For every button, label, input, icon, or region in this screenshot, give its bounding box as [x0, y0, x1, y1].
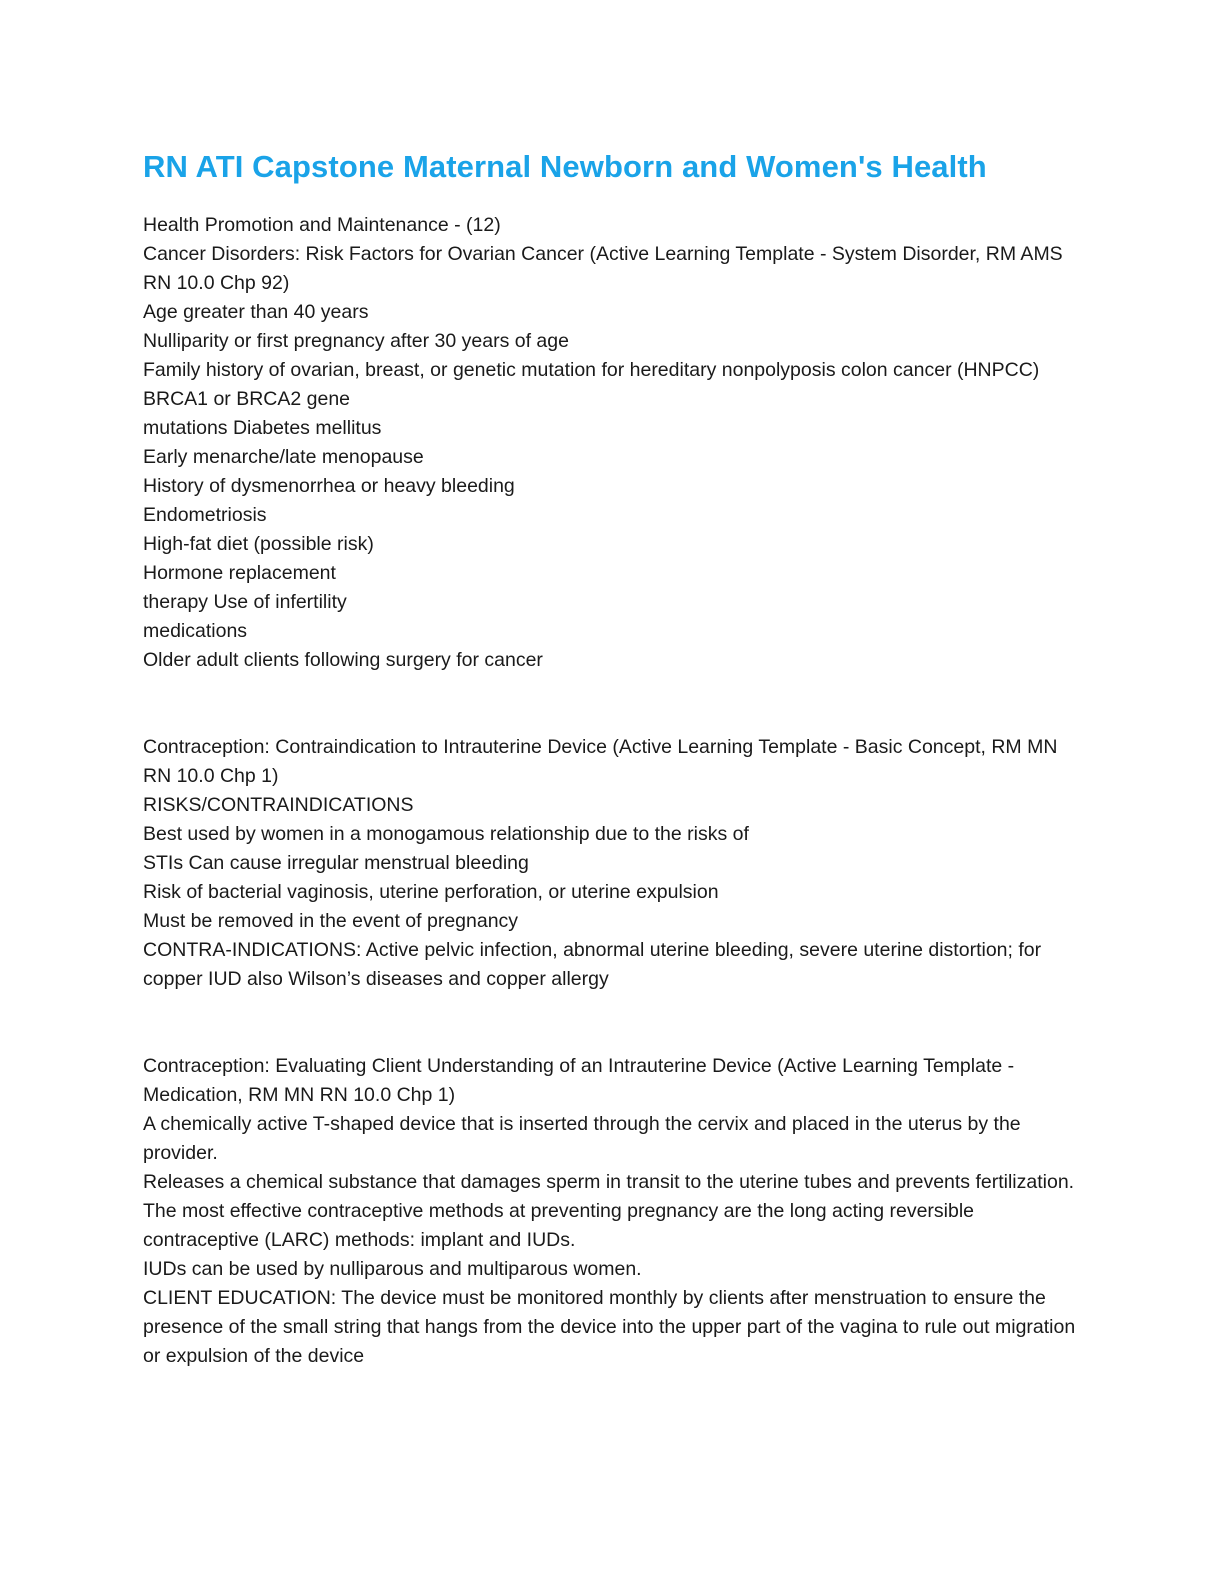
list-item: History of dysmenorrhea or heavy bleeding	[143, 475, 515, 497]
list-item: therapy Use of infertility	[143, 591, 347, 613]
topic-heading: Cancer Disorders: Risk Factors for Ovarian Cancer (Active Learning Template - System Disorder, RM AMS RN 10.0 Chp 92)	[143, 243, 1063, 294]
paragraph: Releases a chemical substance that damages sperm in transit to the uterine tubes and prevents fertilization. The most effective contraceptive methods at preventing pregnancy are the long acting reversible contraceptive (LARC) methods: implant and IUDs.	[143, 1171, 1075, 1251]
list-item: medications	[143, 620, 248, 642]
subheading: RISKS/CONTRAINDICATIONS	[143, 794, 414, 816]
section-ovarian-cancer-risk-factors	[143, 211, 1083, 675]
paragraph: CLIENT EDUCATION: The device must be monitored monthly by clients after menstruation to ensure the presence of the small string that hangs from the device into the upper part of the vagina to rule out migration or expulsion of the device	[143, 1287, 1076, 1367]
list-item: Family history of ovarian, breast, or genetic mutation for hereditary nonpolyposis colon cancer (HNPCC)	[143, 359, 1040, 381]
list-item: Nulliparity or first pregnancy after 30 years of age	[143, 330, 569, 352]
topic-heading: Contraception: Evaluating Client Understanding of an Intrauterine Device (Active Learning Template - Medication, RM MN RN 10.0 Chp 1)	[143, 1055, 1015, 1106]
list-item: STIs Can cause irregular menstrual bleeding	[143, 852, 529, 874]
list-item: Endometriosis	[143, 504, 267, 526]
document-page	[143, 145, 1083, 1371]
section-iud-client-understanding	[143, 1052, 1083, 1371]
list-item: Risk of bacterial vaginosis, uterine perforation, or uterine expulsion	[143, 881, 719, 903]
section-iud-contraindications	[143, 733, 1083, 994]
list-item: mutations Diabetes mellitus	[143, 417, 382, 439]
list-item: BRCA1 or BRCA2 gene	[143, 388, 351, 410]
list-item: Older adult clients following surgery for cancer	[143, 649, 543, 671]
list-item: Best used by women in a monogamous relationship due to the risks of	[143, 823, 749, 845]
paragraph: A chemically active T-shaped device that is inserted through the cervix and placed in the uterus by the provider.	[143, 1113, 1021, 1164]
list-item: Must be removed in the event of pregnancy	[143, 910, 519, 932]
list-item: Age greater than 40 years	[143, 301, 369, 323]
list-item: Early menarche/late menopause	[143, 446, 424, 468]
section-heading: Health Promotion and Maintenance - (12)	[143, 214, 501, 236]
list-item: Hormone replacement	[143, 562, 336, 584]
list-item: CONTRA-INDICATIONS: Active pelvic infection, abnormal uterine bleeding, severe uterine distortion; for copper IUD also Wilson’s diseases and copper allergy	[143, 939, 1042, 990]
topic-heading: Contraception: Contraindication to Intrauterine Device (Active Learning Template - Basic Concept, RM MN RN 10.0 Chp 1)	[143, 736, 1058, 787]
document-title: RN ATI Capstone Maternal Newborn and Women's Health	[143, 149, 987, 184]
paragraph: IUDs can be used by nulliparous and multiparous women.	[143, 1258, 642, 1280]
list-item: High-fat diet (possible risk)	[143, 533, 374, 555]
